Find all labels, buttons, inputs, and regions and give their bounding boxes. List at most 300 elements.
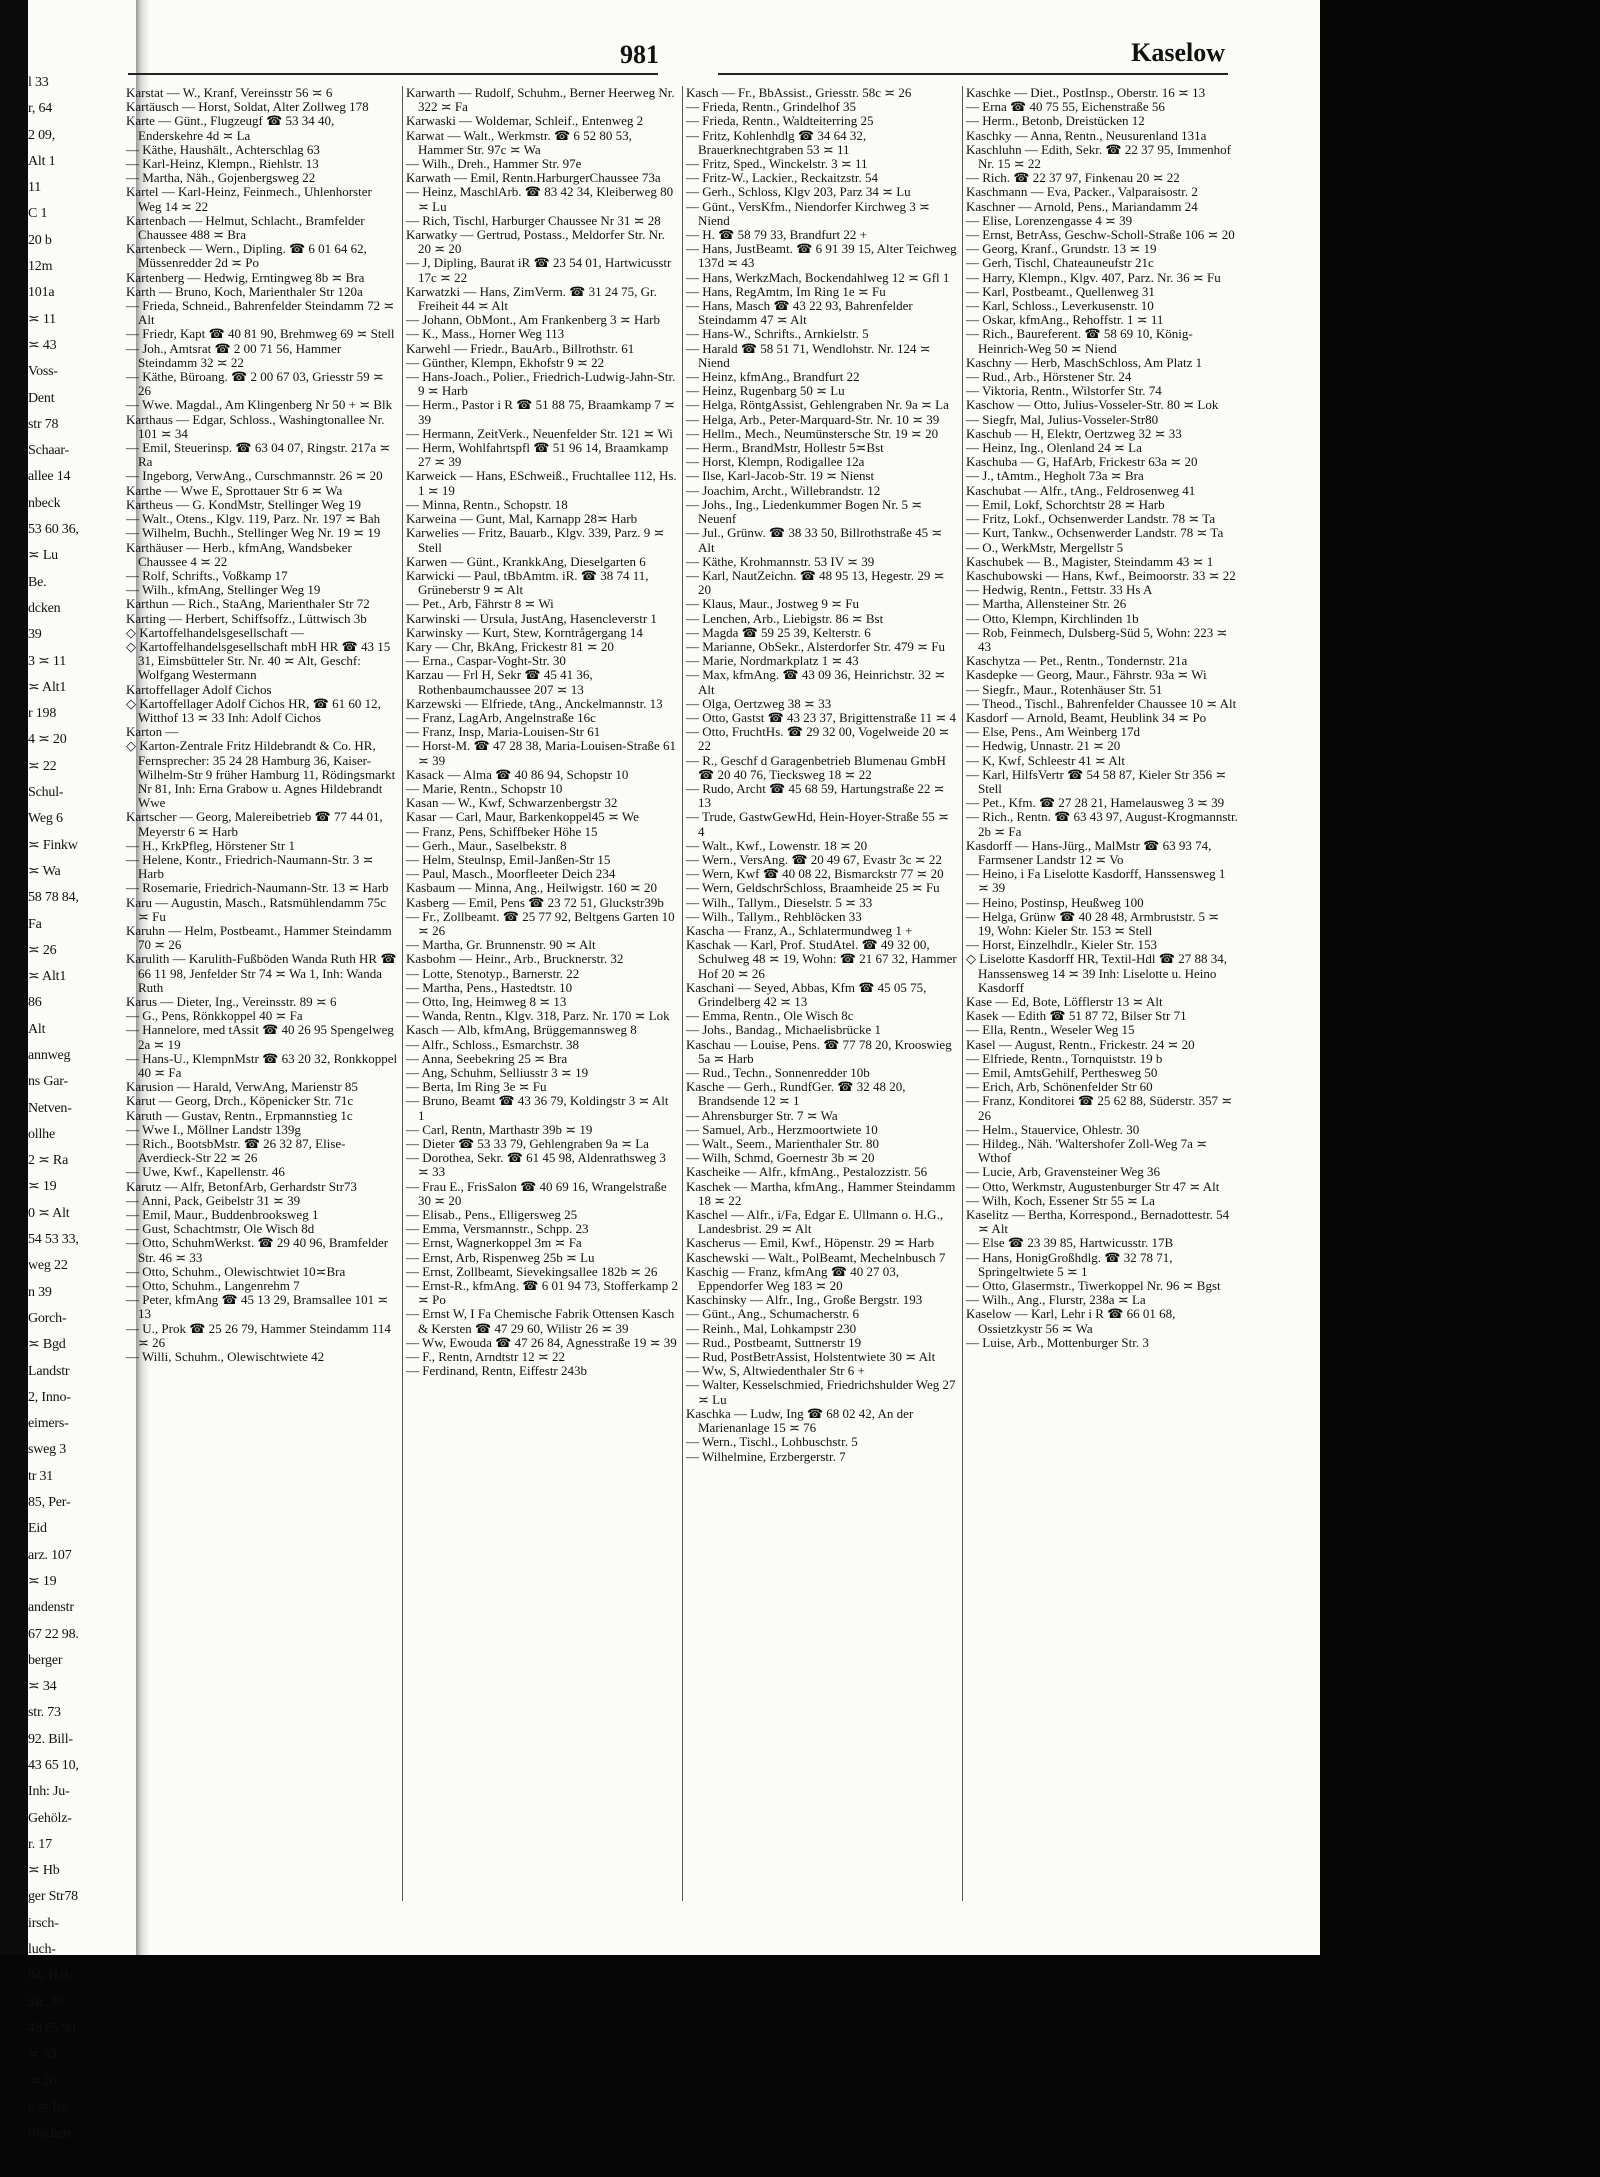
directory-entry: — Samuel, Arb., Herzmoortwiete 10 bbox=[686, 1121, 878, 1137]
fragment-line: 12m bbox=[28, 259, 53, 275]
directory-entry: Karthe — Wwe E, Sprottauer Str 6 ≍ Wa bbox=[126, 482, 343, 498]
directory-entry: Karulith — Karulith-Fußböden Wanda Ruth HR ☎ 66 11 98, Jenfelder Str 74 ≍ Wa 1, Inh: Wanda Ruth bbox=[126, 951, 397, 995]
directory-entry: — Käthe, Haushält., Achterschlag 63 bbox=[126, 141, 320, 157]
fragment-line: ≍ 20 bbox=[28, 2073, 57, 2089]
directory-entry: — Otto, FruchtHs. ☎ 29 32 00, Vogelweide 20 ≍ 22 bbox=[686, 724, 950, 754]
fragment-line: ≍ 19 bbox=[28, 1179, 57, 1195]
directory-entry: ◇ Kartoffelhandelsgesellschaft — bbox=[126, 624, 304, 640]
directory-entry: Kaschka — Ludw, Ing ☎ 68 02 42, An der Marienanlage 15 ≍ 76 bbox=[686, 1405, 914, 1436]
directory-entry: — Emil, Steuerinsp. ☎ 63 04 07, Ringstr. 217a ≍ Ra bbox=[126, 440, 391, 470]
directory-entry: — Viktoria, Rentn., Wilstorfer Str. 74 bbox=[966, 383, 1162, 399]
directory-entry: — Reinh., Mal, Lohkampstr 230 bbox=[686, 1320, 857, 1336]
directory-entry: Kaschek — Martha, kfmAng., Hammer Steindamm 18 ≍ 22 bbox=[686, 1178, 956, 1208]
directory-entry: Kary — Chr, BkAng, Frickestr 81 ≍ 20 bbox=[406, 638, 614, 654]
directory-entry: Karwinski — Ursula, JustAng, Hasencleverstr 1 bbox=[406, 610, 657, 626]
running-head: Kaselow bbox=[1131, 38, 1225, 67]
directory-entry: — K, Kwf, Schleestr 41 ≍ Alt bbox=[966, 752, 1125, 768]
directory-entry: Karwehl — Friedr., BauArb., Billrothstr. 61 bbox=[406, 340, 635, 356]
fragment-line: 0 ≍ Alt bbox=[28, 1205, 70, 1221]
directory-entry: — Karl, Postbeamt., Quellenweg 31 bbox=[966, 283, 1155, 299]
directory-entry: — Otto, Werkmstr, Augustenburger Str 47 ≍ Alt bbox=[966, 1178, 1220, 1194]
directory-entry: — Günther, Klempn, Ekhofstr 9 ≍ 22 bbox=[406, 354, 605, 370]
directory-entry: — Ahrensburger Str. 7 ≍ Wa bbox=[686, 1107, 838, 1123]
directory-entry: Kartenbeck — Wern., Dipling. ☎ 6 01 64 62, Müssenredder 2d ≍ Po bbox=[126, 241, 367, 271]
directory-entry: — Frieda, Rentn., Grindelhof 35 bbox=[686, 99, 857, 115]
fragment-line: Alt 1 bbox=[28, 153, 56, 169]
directory-entry: — Hans, HonigGroßhdlg. ☎ 32 78 71, Springeltwiete 5 ≍ 1 bbox=[966, 1249, 1173, 1279]
directory-entry: Kaschani — Seyed, Abbas, Kfm ☎ 45 05 75, Grindelberg 42 ≍ 13 bbox=[686, 979, 927, 1009]
directory-entry: — Karl, NautZeichn. ☎ 48 95 13, Hegestr. 29 ≍ 20 bbox=[686, 567, 945, 598]
directory-entry: — Hedwig, Rentn., Fettstr. 33 Hs A bbox=[966, 582, 1153, 598]
fragment-line: Dent bbox=[28, 390, 55, 406]
directory-entry: — Paul, Masch., Moorfleeter Deich 234 bbox=[406, 866, 616, 882]
directory-entry: — Karl, HilfsVertr ☎ 54 58 87, Kieler Str 356 ≍ Stell bbox=[966, 766, 1227, 796]
fragment-line: nbeck bbox=[28, 495, 61, 511]
directory-entry: Karth — Bruno, Koch, Marienthaler Str 120a bbox=[126, 283, 363, 299]
directory-entry: — Günt., VersKfm., Niendorfer Kirchweg 3 ≍ Niend bbox=[686, 198, 930, 228]
fragment-line: 2 09, bbox=[28, 127, 56, 143]
directory-entry: — Wilh., Dreh., Hammer Str. 97e bbox=[406, 156, 582, 172]
directory-entry: — Elisab., Pens., Elligersweg 25 bbox=[406, 1207, 578, 1223]
directory-entry: — Fritz, Sped., Winckelstr. 3 ≍ 11 bbox=[686, 156, 868, 172]
directory-entry: Karwath — Emil, Rentn.HarburgerChaussee 73a bbox=[406, 170, 661, 186]
directory-entry: — Wern, GeldschrSchloss, Braamheide 25 ≍ Fu bbox=[686, 880, 940, 896]
directory-sheet bbox=[28, 0, 1320, 2142]
fragment-line: Gehölz- bbox=[28, 1810, 72, 1826]
directory-entry: Kasdorf — Arnold, Beamt, Heublink 34 ≍ Po bbox=[966, 709, 1207, 725]
directory-entry: Kascherus — Emil, Kwf., Höpenstr. 29 ≍ Harb bbox=[686, 1235, 935, 1251]
scan-background-bottom bbox=[0, 1955, 1320, 2177]
directory-entry: — Ernst, Wagnerkoppel 3m ≍ Fa bbox=[406, 1235, 582, 1251]
fragment-line: ≍ 34 bbox=[28, 1679, 57, 1695]
directory-entry: — Hans, Masch ☎ 43 22 93, Bahrenfelder Steindamm 47 ≍ Alt bbox=[686, 298, 913, 328]
directory-entry: — Friedr, Kapt ☎ 40 81 90, Brehmweg 69 ≍ Stell bbox=[126, 326, 395, 342]
directory-entry: — Hans-W., Schrifts., Arnkielstr. 5 bbox=[686, 326, 869, 342]
directory-entry: — Herm., BrandMstr, Hollestr 5≍Bst bbox=[686, 440, 884, 456]
directory-entry: — Heino, i Fa Liselotte Kasdorff, Hanssensweg 1 ≍ 39 bbox=[966, 866, 1226, 896]
directory-entry: Kasar — Carl, Maur, Barkenkoppel45 ≍ We bbox=[406, 809, 639, 825]
directory-entry: ◇ Kartoffelhandelsgesellschaft mbH HR ☎ 43 15 31, Eimsbütteler Str. Nr. 40 ≍ Alt, Geschf: Wolfgang Westermann bbox=[126, 638, 391, 683]
directory-entry: Kaschluhn — Edith, Sekr. ☎ 22 37 95, Immenhof Nr. 15 ≍ 22 bbox=[966, 141, 1231, 172]
directory-entry: — Emil, Maur., Buddenbrooksweg 1 bbox=[126, 1207, 319, 1223]
fragment-line: ≍ Bgd bbox=[28, 1337, 66, 1353]
directory-entry: — Pet., Arb, Fährstr 8 ≍ Wi bbox=[406, 596, 554, 612]
directory-entry: — Johann, ObMont., Am Frankenberg 3 ≍ Harb bbox=[406, 312, 661, 328]
directory-entry: Karweina — Gunt, Mal, Karnapp 28≍ Harb bbox=[406, 511, 638, 527]
directory-entry: ◇ Kartoffellager Adolf Cichos HR, ☎ 61 60 12, Witthof 13 ≍ 33 Inh: Adolf Cichos bbox=[126, 695, 381, 725]
directory-entry: — Wilhelmine, Erzbergerstr. 7 bbox=[686, 1448, 846, 1464]
fragment-line: str. 73 bbox=[28, 1705, 61, 1721]
directory-entry: — Günt., Ang., Schumacherstr. 6 bbox=[686, 1306, 859, 1322]
fragment-line: 39 bbox=[28, 627, 42, 643]
directory-entry: Karwatzki — Hans, ZimVerm. ☎ 31 24 75, Gr. Freiheit 44 ≍ Alt bbox=[406, 283, 657, 314]
directory-entry: — Minna, Rentn., Schopstr. 18 bbox=[406, 496, 568, 512]
directory-entry: — Otto, Schuhm., Langenrehm 7 bbox=[126, 1278, 300, 1294]
directory-entry: — Wern., VersAng. ☎ 20 49 67, Evastr 3c ≍ 22 bbox=[686, 851, 942, 867]
directory-entry: — H. ☎ 58 79 33, Brandfurt 22 + bbox=[686, 227, 867, 243]
directory-entry: Kaselitz — Bertha, Korrespond., Bernadottestr. 54 ≍ Alt bbox=[966, 1207, 1230, 1237]
directory-entry: — Heinz, MaschlArb. ☎ 83 42 34, Kleiberweg 80 ≍ Lu bbox=[406, 184, 674, 214]
directory-entry: — Rich, Tischl, Harburger Chaussee Nr 31 ≍ 28 bbox=[406, 212, 661, 228]
directory-entry: — Olga, Oertzweg 38 ≍ 33 bbox=[686, 695, 832, 711]
page-number: 981 bbox=[620, 40, 659, 69]
directory-entry: Kasch — Alb, kfmAng, Brüggemannsweg 8 bbox=[406, 1022, 637, 1038]
fragment-line: 67 22 98. bbox=[28, 1626, 79, 1642]
directory-entry: Karting — Herbert, Schiffsoffz., Lüttwisch 3b bbox=[126, 610, 367, 626]
directory-entry: — Marianne, ObSekr., Alsterdorfer Str. 479 ≍ Fu bbox=[686, 638, 945, 654]
directory-entry: Kaschak — Karl, Prof. StudAtel. ☎ 49 32 00, Schulweg 48 ≍ 19, Wohn: ☎ 21 67 32, Hammer Hof 20 ≍ 26 bbox=[686, 937, 957, 981]
directory-entry: — Hannelore, med tAssit ☎ 40 26 95 Spengelweg 2a ≍ 19 bbox=[126, 1022, 394, 1052]
directory-entry: — Anna, Seebekring 25 ≍ Bra bbox=[406, 1050, 568, 1066]
fragment-line: ≍ Alt1 bbox=[28, 969, 67, 985]
directory-entry: — Fritz-W., Lackier., Reckaitzstr. 54 bbox=[686, 170, 878, 186]
scan-background-right bbox=[1320, 0, 1600, 2177]
directory-entry: — Ww, Ewouda ☎ 47 26 84, Agnesstraße 19 ≍ 39 bbox=[406, 1334, 677, 1350]
directory-column-2 bbox=[406, 86, 678, 1906]
directory-entry: Kaschmann — Eva, Packer., Valparaisostr. 2 bbox=[966, 184, 1198, 200]
directory-entry: Kasberg — Emil, Pens ☎ 23 72 51, Gluckstr39b bbox=[406, 894, 664, 910]
directory-entry: — Gerh., Maur., Saselbekstr. 8 bbox=[406, 837, 567, 853]
fragment-line: Landstr bbox=[28, 1363, 70, 1379]
directory-entry: — Ferdinand, Rentn, Eiffestr 243b bbox=[406, 1363, 588, 1379]
directory-entry: Karuth — Gustav, Rentn., Erpmannstieg 1c bbox=[126, 1107, 353, 1123]
directory-entry: — Willi, Schuhm., Olewischtwiete 42 bbox=[126, 1349, 325, 1365]
directory-entry: — Frau E., FrisSalon ☎ 40 69 16, Wrangelstraße 30 ≍ 20 bbox=[406, 1178, 667, 1208]
fragment-line: 3 ≍ 11 bbox=[28, 653, 67, 669]
directory-entry: — Siegfr, Mal, Julius-Vosseler-Str80 bbox=[966, 411, 1159, 427]
directory-entry: — Wilh., kfmAng, Stellinger Weg 19 bbox=[126, 582, 321, 598]
directory-entry: — Martha, Näh., Gojenbergsweg 22 bbox=[126, 170, 316, 186]
directory-entry: Kaschuba — G, HafArb, Frickestr 63a ≍ 20 bbox=[966, 454, 1198, 470]
directory-entry: — Ernst, Zollbeamt, Sievekingsallee 182b ≍ 26 bbox=[406, 1263, 658, 1279]
directory-entry: — Gust, Schachtmstr, Ole Wisch 8d bbox=[126, 1221, 315, 1237]
directory-entry: Karte — Günt., Flugzeugf ☎ 53 34 40, Enderskehre 4d ≍ La bbox=[126, 113, 335, 143]
directory-entry: Kasan — W., Kwf, Schwarzenbergstr 32 bbox=[406, 795, 618, 811]
directory-entry: — Horst, Einzelhdlr., Kieler Str. 153 bbox=[966, 937, 1158, 953]
directory-entry: Kaschner — Arnold, Pens., Mariandamm 24 bbox=[966, 198, 1198, 214]
fragment-line: 58 78 84, bbox=[28, 890, 79, 906]
fragment-line: ≍ Hb bbox=[28, 1863, 60, 1879]
directory-entry: Karwelies — Fritz, Bauarb., Klgv. 339, Parz. 9 ≍ Stell bbox=[406, 525, 665, 555]
fragment-line: ≍ 22 bbox=[28, 758, 57, 774]
header-rule-left bbox=[128, 73, 658, 75]
directory-entry: — Alfr., Schloss., Esmarchstr. 38 bbox=[406, 1036, 579, 1052]
directory-entry: Karwat — Walt., Werkmstr. ☎ 6 52 80 53, Hammer Str. 97c ≍ Wa bbox=[406, 127, 632, 157]
directory-entry: — Theod., Tischl., Bahrenfelder Chaussee 10 ≍ Alt bbox=[966, 695, 1237, 711]
directory-entry: — Klaus, Maur., Jostweg 9 ≍ Fu bbox=[686, 596, 860, 612]
directory-entry: — Wilh., Tallym., Dieselstr. 5 ≍ 33 bbox=[686, 894, 873, 910]
directory-entry: — Peter, kfmAng ☎ 45 13 29, Bramsallee 101 ≍ 13 bbox=[126, 1292, 389, 1322]
directory-entry: — Rudo, Archt ☎ 45 68 59, Hartungstraße 22 ≍ 13 bbox=[686, 780, 945, 811]
directory-entry: — Magda ☎ 59 25 39, Kelterstr. 6 bbox=[686, 624, 871, 640]
directory-entry: — Hellm., Mech., Neumünstersche Str. 19 ≍ 20 bbox=[686, 425, 939, 441]
fragment-line: luch- bbox=[28, 1942, 56, 1958]
fragment-line: ≍ Alt1 bbox=[28, 679, 67, 695]
directory-entry: Karwaski — Woldemar, Schleif., Entenweg 2 bbox=[406, 113, 644, 129]
directory-entry: — Marie, Rentn., Schopstr 10 bbox=[406, 780, 563, 796]
directory-entry: Kasbaum — Minna, Ang., Heilwigstr. 160 ≍ 20 bbox=[406, 880, 658, 896]
fragment-line: 53 60 36, bbox=[28, 522, 79, 538]
fragment-line: röschen- bbox=[28, 2126, 75, 2142]
directory-entry: Kaschow — Otto, Julius-Vosseler-Str. 80 ≍ Lok bbox=[966, 397, 1219, 413]
directory-entry: — Rich. ☎ 22 37 97, Finkenau 20 ≍ 22 bbox=[966, 170, 1180, 186]
directory-entry: — Walt., Kwf., Lowenstr. 18 ≍ 20 bbox=[686, 837, 868, 853]
directory-entry: Kartoffellager Adolf Cichos bbox=[126, 681, 272, 697]
directory-entry: — Hans, RegAmtm, Im Ring 1e ≍ Fu bbox=[686, 283, 886, 299]
fragment-line: Str. 39 bbox=[28, 1994, 64, 2010]
directory-entry: — Ang, Schuhm, Selliusstr 3 ≍ 19 bbox=[406, 1065, 589, 1081]
directory-entry: — Ww, S, Altwiedenthaler Str 6 + bbox=[686, 1363, 865, 1379]
directory-entry: — Fritz, Kohlenhdlg ☎ 34 64 32, Brauerknechtgraben 53 ≍ 11 bbox=[686, 127, 867, 157]
fragment-line: annweg bbox=[28, 1047, 71, 1063]
directory-entry: — Ingeborg, VerwAng., Curschmannstr. 26 ≍ 20 bbox=[126, 468, 383, 484]
directory-entry: Kaschubowski — Hans, Kwf., Beimoorstr. 33 ≍ 22 bbox=[966, 567, 1236, 583]
directory-entry: — Pet., Kfm. ☎ 27 28 21, Hamelausweg 3 ≍ 39 bbox=[966, 795, 1225, 811]
directory-entry: — Rolf, Schrifts., Voßkamp 17 bbox=[126, 567, 288, 583]
fragment-line: eimers- bbox=[28, 1416, 69, 1432]
directory-entry: — Herm., Pastor i R ☎ 51 88 75, Braamkamp 7 ≍ 39 bbox=[406, 397, 676, 427]
directory-entry: — Dorothea, Sekr. ☎ 61 45 98, Aldenrathsweg 3 ≍ 33 bbox=[406, 1150, 666, 1180]
directory-entry: — Emma, Rentn., Ole Wisch 8c bbox=[686, 1008, 854, 1024]
directory-entry: — Heinz, Rugenbarg 50 ≍ Lu bbox=[686, 383, 845, 399]
directory-entry: — Franz, Insp, Maria-Louisen-Str 61 bbox=[406, 724, 601, 740]
directory-entry: Karweick — Hans, ESchweiß., Fruchtallee 112, Hs. 1 ≍ 19 bbox=[406, 468, 677, 498]
directory-entry: — Helga, Grünw ☎ 40 28 48, Armbruststr. 5 ≍ 19, Wohn: Kieler Str. 153 ≍ Stell bbox=[966, 908, 1220, 938]
directory-entry: — Rich., BootsbMstr. ☎ 26 32 87, Elise-Averdieck-Str 22 ≍ 26 bbox=[126, 1136, 346, 1166]
column-divider bbox=[682, 86, 683, 1901]
fragment-line: ≍ 11 bbox=[28, 311, 56, 327]
fragment-line: 11 bbox=[28, 180, 42, 196]
fragment-line: n 39 bbox=[28, 1284, 52, 1300]
fragment-line: Inh: Ju- bbox=[28, 1784, 70, 1800]
directory-entry: — Elfriede, Rentn., Tornquiststr. 19 b bbox=[966, 1050, 1163, 1066]
directory-entry: Karwicki — Paul, tBbAmtm. iR. ☎ 38 74 11, Grüneberstr 9 ≍ Alt bbox=[406, 567, 649, 598]
fragment-line: 4 ≍ 20 bbox=[28, 732, 67, 748]
directory-column-4 bbox=[966, 86, 1238, 1906]
fragment-line: 101a bbox=[28, 285, 55, 301]
fragment-line: Weg 6 bbox=[28, 811, 63, 827]
directory-entry: — Wwe I., Möllner Landstr 139g bbox=[126, 1121, 301, 1137]
directory-entry: Karwatky — Gertrud, Postass., Meldorfer Str. Nr. 20 ≍ 20 bbox=[406, 227, 665, 257]
directory-entry: — Wilh., Ang., Flurstr, 238a ≍ La bbox=[966, 1292, 1146, 1308]
directory-entry: Kaschubat — Alfr., tAng., Feldrosenweg 41 bbox=[966, 482, 1196, 498]
directory-entry: — Heinz, kfmAng., Brandfurt 22 bbox=[686, 369, 860, 385]
fragment-line: c ≍ Ra bbox=[28, 2099, 68, 2115]
fragment-line: ns Gar- bbox=[28, 1074, 68, 1090]
directory-entry: — Rud., Techn., Sonnenredder 10b bbox=[686, 1065, 870, 1081]
fragment-line: allee 14 bbox=[28, 469, 71, 485]
directory-entry: — Hedwig, Unnastr. 21 ≍ 20 bbox=[966, 738, 1121, 754]
fragment-line: berger bbox=[28, 1652, 63, 1668]
directory-entry: Kasbohm — Heinr., Arb., Brucknerstr. 32 bbox=[406, 951, 624, 967]
directory-entry: — Rud, PostBetrAssist, Holstentwiete 30 ≍ Alt bbox=[686, 1349, 936, 1365]
directory-entry: — Martha, Gr. Brunnenstr. 90 ≍ Alt bbox=[406, 937, 596, 953]
directory-entry: — Oskar, kfmAng., Rehoffstr. 1 ≍ 11 bbox=[966, 312, 1164, 328]
directory-entry: — Herm, Wohlfahrtspfl ☎ 51 96 14, Braamkamp 27 ≍ 39 bbox=[406, 440, 669, 470]
directory-entry: — Rosemarie, Friedrich-Naumann-Str. 13 ≍ Harb bbox=[126, 880, 389, 896]
directory-entry: Kasek — Edith ☎ 51 87 72, Bilser Str 71 bbox=[966, 1008, 1187, 1024]
directory-entry: — Jul., Grünw. ☎ 38 33 50, Billrothstraße 45 ≍ Alt bbox=[686, 525, 943, 555]
directory-entry: — Fritz, Lokf., Ochsenwerder Landstr. 78 ≍ Ta bbox=[966, 511, 1216, 527]
fragment-line: ≍ Wa bbox=[28, 863, 61, 879]
directory-entry: — Herm., Betonb, Dreistücken 12 bbox=[966, 113, 1145, 129]
directory-entry: — G., Pens, Rönkkoppel 40 ≍ Fa bbox=[126, 1008, 303, 1024]
fragment-line: 84, Hal- bbox=[28, 1968, 73, 1984]
directory-entry: — Käthe, Büroang. ☎ 2 00 67 03, Griesstr 59 ≍ 26 bbox=[126, 369, 384, 399]
fragment-line: weg 22 bbox=[28, 1258, 68, 1274]
fragment-line: 43 65 10, bbox=[28, 1758, 79, 1773]
fragment-line: andenstr bbox=[28, 1600, 74, 1616]
directory-entry: — Joachim, Archt., Willebrandstr. 12 bbox=[686, 482, 881, 498]
directory-entry: — Karl-Heinz, Klempn., Riehlstr. 13 bbox=[126, 156, 319, 172]
directory-entry: — Hans, WerkzMach, Bockendahlweg 12 ≍ Gfl 1 bbox=[686, 269, 950, 285]
directory-entry: — Hans, JustBeamt. ☎ 6 91 39 15, Alter Teichweg 137d ≍ 43 bbox=[686, 241, 957, 271]
directory-entry: Karzewski — Elfriede, tAng., Anckelmannstr. 13 bbox=[406, 695, 663, 711]
directory-entry: — J, Dipling, Baurat iR ☎ 23 54 01, Hartwicusstr 17c ≍ 22 bbox=[406, 255, 672, 285]
fragment-line: 20 b bbox=[28, 232, 52, 248]
directory-entry: — Hans-Joach., Polier., Friedrich-Ludwig-Jahn-Str. 9 ≍ Harb bbox=[406, 369, 676, 399]
fragment-line: Schaar- bbox=[28, 443, 70, 459]
directory-entry: — Gerh., Schloss, Klgv 203, Parz 34 ≍ Lu bbox=[686, 184, 911, 200]
fragment-line: r, 64 bbox=[28, 101, 53, 117]
directory-entry: Kartel — Karl-Heinz, Feinmech., Uhlenhorster Weg 14 ≍ 22 bbox=[126, 184, 372, 214]
directory-entry: — Helga, Arb., Peter-Marquard-Str. Nr. 10 ≍ 39 bbox=[686, 411, 940, 427]
directory-entry: — Rich., Baureferent. ☎ 58 69 10, König-Heinrich-Weg 50 ≍ Niend bbox=[966, 326, 1193, 356]
fragment-line: arz. 107 bbox=[28, 1547, 72, 1563]
directory-entry: Kaschau — Louise, Pens. ☎ 77 78 20, Krooswieg 5a ≍ Harb bbox=[686, 1036, 952, 1066]
directory-entry: — Rich., Rentn. ☎ 63 43 97, August-Krogmannstr. 2b ≍ Fa bbox=[966, 809, 1238, 839]
directory-entry: — Marie, Nordmarkplatz 1 ≍ 43 bbox=[686, 653, 859, 669]
directory-entry: ◇ Liselotte Kasdorff HR, Textil-Hdl ☎ 27 88 34, Hanssensweg 14 ≍ 39 Inh: Liselotte u. Heino Kasdorff bbox=[966, 951, 1227, 995]
directory-entry: — Anni, Pack, Geibelstr 31 ≍ 39 bbox=[126, 1192, 301, 1208]
directory-entry: — Gerh, Tischl, Chateauneufstr 21c bbox=[966, 255, 1154, 271]
directory-entry: — Otto, Gastst ☎ 43 23 37, Brigittenstraße 11 ≍ 4 bbox=[686, 709, 956, 725]
directory-entry: — Dieter ☎ 53 33 79, Gehlengraben 9a ≍ La bbox=[406, 1136, 649, 1152]
fragment-line: 92. Bill- bbox=[28, 1731, 73, 1747]
directory-entry: — Rud., Arb., Hörstener Str. 24 bbox=[966, 369, 1132, 385]
directory-entry: — Johs., Ing., Liedenkummer Bogen Nr. 5 ≍ Neuenf bbox=[686, 496, 923, 527]
directory-entry: — Wanda, Rentn., Klgv. 318, Parz. Nr. 170 ≍ Lok bbox=[406, 1008, 670, 1024]
fragment-line: l 33 bbox=[28, 75, 49, 90]
directory-entry: — J., tAmtm., Hegholt 73a ≍ Bra bbox=[966, 468, 1144, 484]
directory-entry: — Franz, LagArb, Angelnstraße 16c bbox=[406, 709, 596, 725]
directory-entry: — Hans-U., KlempnMstr ☎ 63 20 32, Ronkkoppel 40 ≍ Fa bbox=[126, 1050, 398, 1081]
directory-entry: — Martha, Pens., Hastedtstr. 10 bbox=[406, 979, 573, 995]
directory-entry: — Else, Pens., Am Weinberg 17d bbox=[966, 724, 1140, 740]
directory-entry: Karutz — Alfr, BetonfArb, Gerhardstr Str73 bbox=[126, 1178, 357, 1194]
directory-entry: Kaschinsky — Alfr., Ing., Große Bergstr. 193 bbox=[686, 1292, 923, 1308]
directory-entry: — Hildeg., Näh. 'Waltershofer Zoll-Weg 7a ≍ Wthof bbox=[966, 1136, 1208, 1166]
fragment-line: ≍ 26 bbox=[28, 942, 57, 958]
directory-entry: — F., Rentn, Arndtstr 12 ≍ 22 bbox=[406, 1349, 565, 1365]
directory-entry: — Rob, Feinmech, Dulsberg-Süd 5, Wohn: 223 ≍ 43 bbox=[966, 624, 1228, 654]
directory-entry: — Horst, Klempn, Rodigallee 12a bbox=[686, 454, 865, 470]
directory-entry: ◇ Karton-Zentrale Fritz Hildebrandt & Co. HR, Fernsprecher: 35 24 28 Hamburg 36, Kaiser-Wilhelm-Str 9 früher Hamburg 11, Rödingsmarkt Nr 81, Inh: Erna Grabow u. Agnes Hildebrandt Wwe bbox=[126, 738, 396, 811]
directory-entry: Kartscher — Georg, Malereibetrieb ☎ 77 44 01, Meyerstr 6 ≍ Harb bbox=[126, 809, 383, 839]
directory-entry: Karton — bbox=[126, 724, 179, 740]
directory-entry: Kaschny — Herb, MaschSchloss, Am Platz 1 bbox=[966, 354, 1203, 370]
directory-entry: — Harald ☎ 58 51 71, Wendlohstr. Nr. 124 ≍ Niend bbox=[686, 340, 931, 370]
fragment-line: 54 53 33, bbox=[28, 1232, 79, 1248]
directory-entry: — Uwe, Kwf., Kapellenstr. 46 bbox=[126, 1164, 285, 1180]
directory-entry: — Helm., Stauervice, Ohlestr. 30 bbox=[966, 1121, 1140, 1137]
directory-entry: — Franz, Pens, Schiffbeker Höhe 15 bbox=[406, 823, 598, 839]
fragment-line: Schul- bbox=[28, 785, 64, 801]
fragment-line: 48 65 90, bbox=[28, 2020, 79, 2036]
directory-entry: — Wilh., Tallym., Rehblöcken 33 bbox=[686, 908, 862, 924]
directory-entry: — Rud., Postbeamt, Suttnerstr 19 bbox=[686, 1334, 862, 1350]
directory-entry: Karu — Augustin, Masch., Ratsmühlendamm 75c ≍ Fu bbox=[126, 894, 386, 924]
directory-entry: — Hermann, ZeitVerk., Neuenfelder Str. 121 ≍ Wi bbox=[406, 425, 673, 441]
directory-entry: — Otto, Schuhm., Olewischtwiet 10≍Bra bbox=[126, 1263, 346, 1279]
directory-entry: Kasack — Alma ☎ 40 86 94, Schopstr 10 bbox=[406, 766, 629, 782]
directory-entry: — Helene, Kontr., Friedrich-Naumann-Str. 3 ≍ Harb bbox=[126, 851, 374, 882]
fragment-line: ollhe bbox=[28, 1126, 55, 1142]
directory-entry: — Heino, Postinsp, Heußweg 100 bbox=[966, 894, 1144, 910]
fragment-line: ≍ 19 bbox=[28, 1573, 57, 1589]
directory-entry: — Karl, Schloss., Leverkusenstr. 10 bbox=[966, 298, 1154, 314]
directory-entry: — Siegfr., Maur., Rotenhäuser Str. 51 bbox=[966, 681, 1163, 697]
directory-entry: — Lucie, Arb, Gravensteiner Weg 36 bbox=[966, 1164, 1161, 1180]
directory-entry: Karthaus — Edgar, Schloss., Washingtonallee Nr. 101 ≍ 34 bbox=[126, 411, 385, 441]
directory-entry: — Horst-M. ☎ 47 28 38, Maria-Louisen-Straße 61 ≍ 39 bbox=[406, 738, 677, 768]
directory-entry: — Wilh, Koch, Essener Str 55 ≍ La bbox=[966, 1192, 1155, 1208]
directory-entry: — Otto, Ing, Heimweg 8 ≍ 13 bbox=[406, 994, 567, 1009]
directory-entry: — Frieda, Rentn., Waldteiterring 25 bbox=[686, 113, 874, 129]
fragment-line: Be. bbox=[28, 574, 47, 590]
directory-entry: Kartenbach — Helmut, Schlacht., Bramfelder Chaussee 488 ≍ Bra bbox=[126, 212, 365, 243]
previous-page-fragment bbox=[28, 70, 134, 2142]
directory-entry: — Georg, Kranf., Grundstr. 13 ≍ 19 bbox=[966, 241, 1157, 257]
header-rule-right bbox=[718, 73, 1228, 75]
directory-entry: Karstat — W., Kranf, Vereinsstr 56 ≍ 6 bbox=[126, 85, 333, 100]
fragment-line: ger Str78 bbox=[28, 1889, 78, 1905]
fragment-line: 2, Inno- bbox=[28, 1389, 71, 1405]
fragment-line: ≍ 43 bbox=[28, 337, 57, 353]
directory-entry: — Emil, AmtsGehilf, Perthesweg 50 bbox=[966, 1065, 1158, 1081]
directory-entry: Kascheike — Alfr., kfmAng., Pestalozzistr. 56 bbox=[686, 1164, 928, 1180]
directory-entry: Kasel — August, Rentn., Frickestr. 24 ≍ 20 bbox=[966, 1036, 1195, 1052]
directory-entry: — Ernst-R., kfmAng. ☎ 6 01 94 73, Stofferkamp 2 ≍ Po bbox=[406, 1278, 678, 1308]
directory-entry: — Berta, Im Ring 3e ≍ Fu bbox=[406, 1079, 547, 1095]
directory-entry: — Joh., Amtsrat ☎ 2 00 71 56, Hammer Steindamm 32 ≍ 22 bbox=[126, 340, 342, 370]
fragment-line: str 78 bbox=[28, 416, 59, 432]
directory-entry: — Kurt, Tankw., Ochsenwerder Landstr. 78 ≍ Ta bbox=[966, 525, 1224, 541]
directory-entry: — Carl, Rentn, Marthastr 39b ≍ 19 bbox=[406, 1121, 593, 1137]
directory-entry: Kascha — Franz, A., Schlatermundweg 1 + bbox=[686, 922, 913, 938]
directory-entry: Kase — Ed, Bote, Löfflerstr 13 ≍ Alt bbox=[966, 994, 1163, 1009]
directory-entry: — Otto, Glasermstr., Tiwerkoppel Nr. 96 ≍ Bgst bbox=[966, 1278, 1221, 1294]
directory-entry: — Otto, SchuhmWerkst. ☎ 29 40 96, Bramfelder Str. 46 ≍ 33 bbox=[126, 1235, 389, 1265]
directory-entry: Kaschewski — Walt., PolBeamt, Mechelnbusch 7 bbox=[686, 1249, 946, 1265]
directory-entry: — Wilh, Schmd, Goernestr 3b ≍ 20 bbox=[686, 1150, 875, 1166]
directory-entry: Kartheus — G. KondMstr, Stellinger Weg 19 bbox=[126, 496, 362, 512]
fragment-line: dcken bbox=[28, 600, 61, 616]
directory-entry: — Helga, RöntgAssist, Gehlengraben Nr. 9a ≍ La bbox=[686, 397, 949, 413]
directory-entry: — Trude, GastwGewHd, Hein-Hoyer-Straße 55 ≍ 4 bbox=[686, 809, 950, 839]
directory-entry: Kaselow — Karl, Lehr i R ☎ 66 01 68, Ossietzkystr 56 ≍ Wa bbox=[966, 1306, 1176, 1336]
fragment-line: ≍ Finkw bbox=[28, 837, 78, 853]
directory-entry: — O., WerkMstr, Mergellstr 5 bbox=[966, 539, 1124, 555]
fragment-line: ≍ Lu bbox=[28, 548, 58, 564]
fragment-line: r 198 bbox=[28, 706, 57, 722]
directory-entry: — Käthe, Krohmannstr. 53 IV ≍ 39 bbox=[686, 553, 875, 569]
directory-entry: Karthun — Rich., StaAng, Marienthaler Str 72 bbox=[126, 596, 370, 612]
fragment-line: Netven- bbox=[28, 1100, 72, 1116]
directory-entry: — Emil, Lokf, Schorchtstr 28 ≍ Harb bbox=[966, 496, 1165, 512]
directory-entry: Karthäuser — Herb., kfmAng, Wandsbeker Chaussee 4 ≍ 22 bbox=[126, 539, 352, 569]
directory-entry: Kasche — Gerh., RundfGer. ☎ 32 48 20, Brandsende 12 ≍ 1 bbox=[686, 1079, 906, 1109]
